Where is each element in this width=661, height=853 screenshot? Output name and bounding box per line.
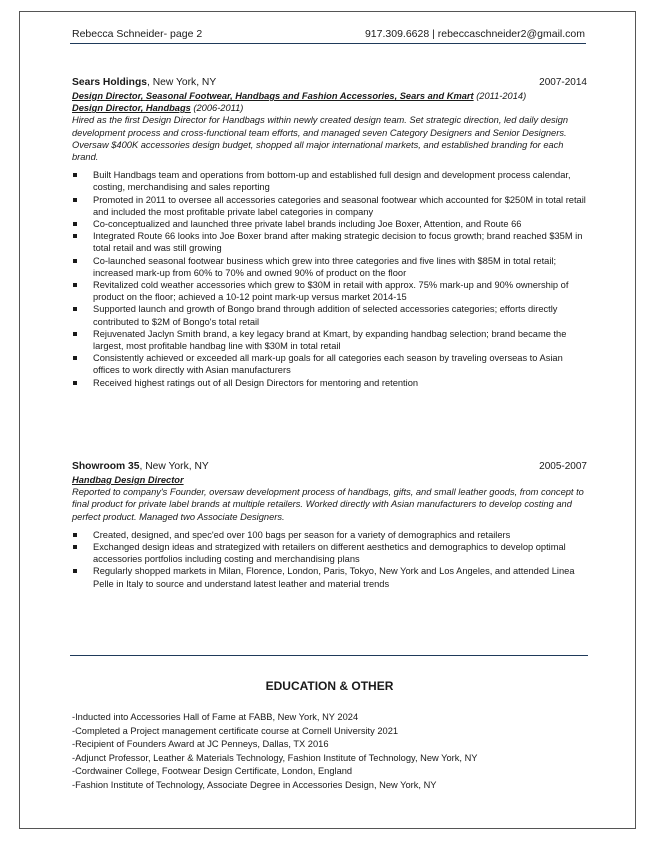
bullet-text: Rejuvenated Jaclyn Smith brand, a key legacy brand at Kmart, by expanding handbag selection; brand became the largest, most profitable handbag line with $30M in total retail (93, 328, 567, 352)
bullet-icon (73, 198, 77, 202)
education-item: -Inducted into Accessories Hall of Fame at FABB, New York, NY 2024 (72, 712, 359, 722)
education-item: -Fashion Institute of Technology, Associate Degree in Accessories Design, New York, NY (72, 779, 437, 790)
sears-title-2-dates: (2006-2011) (190, 103, 244, 114)
showroom-summary: Reported to company's Founder, oversaw development process of handbags, gifts, and small leather goods, from concept to final product for private label brands at multiple retailers. Worked directly with Asian manufacturers to develop costing and perfect product. Managed two Associate Designers. (72, 487, 584, 522)
sears-bullet-list (72, 169, 587, 389)
bullet-icon (73, 533, 77, 537)
list-item (72, 541, 587, 565)
list-item (72, 303, 587, 327)
bullet-icon (73, 259, 77, 263)
showroom-company-name: Showroom 35 (72, 461, 140, 472)
header-name-page: Rebecca Schneider- page 2 (72, 28, 203, 40)
bullet-text: Consistently achieved or exceeded all mark-up goals for all categories each season by traveling overseas to Asian offices to work directly with Asian manufacturers (93, 353, 563, 376)
bullet-icon (73, 569, 77, 573)
bullet-text: Regularly shopped markets in Milan, Florence, London, Paris, Tokyo, New York and Los Angeles, and attended Linea Pelle in Italy to source and understand latest leather and material trends (93, 566, 575, 589)
section-divider (70, 655, 588, 656)
header-divider (70, 43, 586, 44)
list-item (72, 529, 587, 541)
education-item: -Cordwainer College, Footwear Design Certificate, London, England (72, 766, 353, 777)
bullet-icon (73, 173, 77, 177)
list-item (72, 230, 587, 254)
bullet-text: Received highest ratings out of all Design Directors for mentoring and retention (93, 377, 419, 388)
sears-location: , New York, NY (146, 77, 217, 88)
education-item: -Adjunct Professor, Leather & Materials Technology, Fashion Institute of Technology, New York, NY (72, 752, 478, 763)
sears-section (72, 77, 587, 389)
sears-title-1-text: Design Director, Seasonal Footwear, Handbags and Fashion Accessories, Sears and Kmart (72, 91, 474, 101)
sears-title-1 (72, 90, 587, 102)
bullet-text: Revitalized cold weather accessories which grew to $30M in retail with approx. 75% mark-up and 90% ownership of product on the floor; achieved a 10-12 point mark-up versus market 2014-15 (93, 280, 569, 303)
list-item (72, 194, 587, 218)
showroom-title-text: Handbag Design Director (72, 475, 184, 485)
bullet-text: Co-conceptualized and launched three private label brands including Joe Boxer, Attention, and Route 66 (93, 219, 522, 230)
list-item (72, 377, 587, 389)
education-list (72, 711, 587, 793)
bullet-text: Co-launched seasonal footwear business which grew into three categories and five lines with $85M in total retail; increased mark-up from 60% to 70% and owned 90% of product on the floor (93, 255, 557, 278)
bullet-icon (73, 356, 77, 360)
bullet-icon (73, 234, 77, 238)
bullet-icon (73, 222, 77, 226)
showroom-title (72, 474, 587, 486)
sears-title-2-text: Design Director, Handbags (72, 103, 191, 114)
list-item (72, 565, 587, 589)
education-item: -Recipient of Founders Award at JC Penneys, Dallas, TX 2016 (72, 739, 329, 750)
sears-title-1-dates: (2011-2014) (473, 91, 527, 101)
bullet-icon (73, 545, 77, 549)
sears-summary: Hired as the first Design Director for Handbags within newly created design team. Set strategic direction, led daily design development process and cross-functional team efforts, and managed seven Category Designers and Senior Designers. Oversaw $400K accessories design budget, shopped all major international markets, and established branding for each brand. (72, 115, 569, 163)
bullet-icon (73, 332, 77, 336)
header-contact: 917.309.6628 | rebeccaschneider2@gmail.com (364, 28, 585, 40)
bullet-text: Promoted in 2011 to oversee all accessories categories and seasonal footwear which accounted for $250M in total retail and included the most profitable private label categories in company (93, 194, 586, 217)
bullet-icon (73, 283, 77, 287)
list-item (72, 328, 587, 352)
showroom-location: , New York, NY (139, 461, 209, 472)
showroom-bullet-list (72, 529, 587, 590)
bullet-text: Exchanged design ideas and strategized with retailers on different aesthetics and demographics to develop optimal accessories portfolios including costing and merchandising plans (93, 542, 566, 565)
bullet-text: Built Handbags team and operations from bottom-up and established full design and development process calendar, costing, merchandising and sales reporting (93, 170, 571, 193)
list-item (72, 255, 587, 279)
education-heading: EDUCATION & OTHER (265, 679, 394, 693)
list-item (72, 169, 587, 193)
sears-title-2 (72, 102, 587, 114)
list-item (72, 352, 587, 376)
page-header (72, 28, 585, 44)
bullet-icon (73, 381, 77, 385)
list-item (72, 218, 587, 230)
sears-dates: 2007-2014 (539, 77, 587, 88)
sears-company-name: Sears Holdings (72, 77, 147, 88)
sears-company-line (72, 77, 587, 90)
showroom-company-line (72, 461, 587, 474)
education-item: -Completed a Project management certificate course at Cornell University 2021 (72, 725, 399, 736)
showroom-section (72, 461, 587, 590)
bullet-text: Integrated Route 66 looks into Joe Boxer brand after making strategic decision to focus growth; brand reached $35M in total retail and was still growing (93, 231, 583, 254)
bullet-text: Supported launch and growth of Bongo brand through addition of selected accessories categories; efforts directly contributed to $2M of Bongo's total retail (93, 304, 558, 327)
bullet-icon (73, 307, 77, 311)
bullet-text: Created, designed, and spec'ed over 100 bags per season for a variety of demographics and retailers (93, 529, 511, 540)
showroom-dates: 2005-2007 (539, 461, 587, 472)
list-item (72, 279, 587, 303)
